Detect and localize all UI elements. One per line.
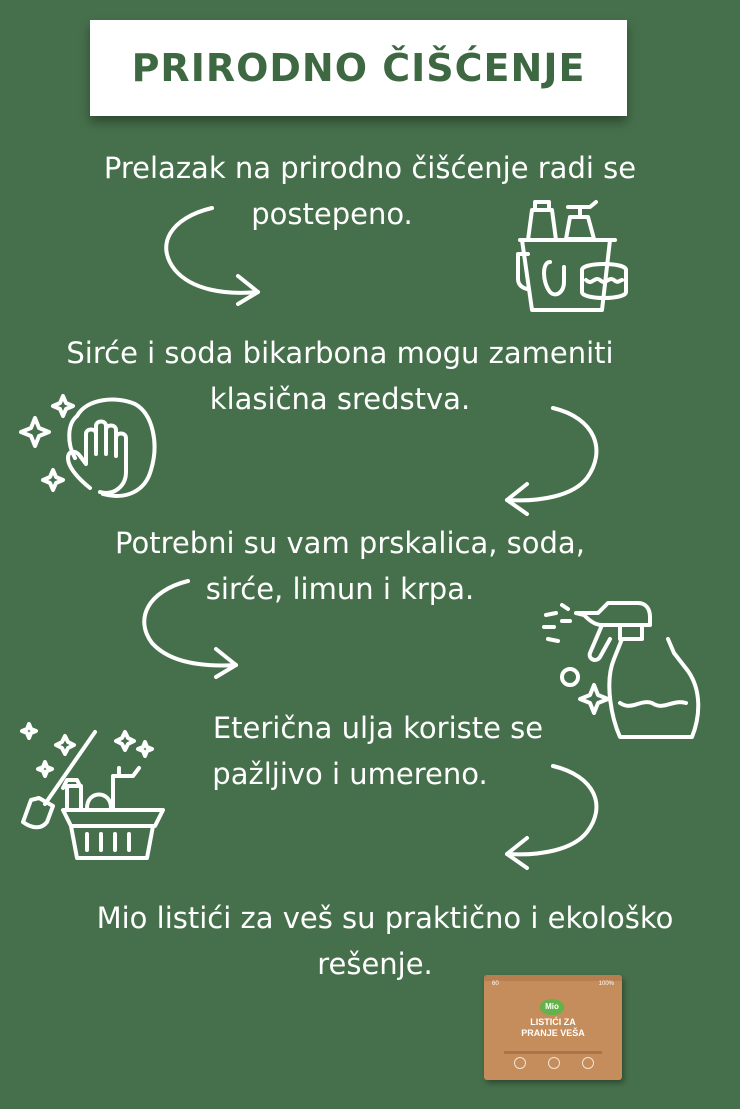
step-1-line-1: Prelazak na prirodno čišćenje radi se [103, 151, 637, 185]
step-2-line-1: Sirće i soda bikarbona mogu zameniti [66, 336, 614, 370]
step-1-line-2: postepeno. [251, 197, 413, 231]
product-box-image [484, 975, 622, 1080]
step-5-line-2: rešenje. [317, 947, 433, 981]
curved-arrow-icon [130, 575, 255, 685]
curved-arrow-icon [150, 200, 275, 310]
curved-arrow-icon [495, 758, 610, 873]
step-4-line-2: pažljivo i umereno. [212, 757, 488, 791]
cleaning-bucket-icon [510, 192, 635, 317]
product-name-line-1: LISTIĆI ZA [530, 1017, 576, 1027]
step-5-text [50, 895, 720, 987]
step-4-line-1: Eterična ulja koriste se [212, 711, 544, 745]
product-count-badge: 60 [492, 981, 499, 987]
product-name-line-2: PRANJE VEŠA [521, 1028, 585, 1038]
step-2-line-2: klasična sredstva. [209, 382, 471, 416]
curved-arrow-icon [495, 400, 610, 520]
product-feature-icons [514, 1057, 594, 1071]
product-percent-badge: 100% [598, 981, 614, 987]
title-banner [90, 20, 627, 116]
wipe-hand-icon [15, 388, 165, 513]
step-5-line-1: Mio listići za veš su praktično i ekološko [96, 901, 674, 935]
product-brand-logo: Mio [540, 999, 564, 1015]
page-title: PRIRODNO ČIŠĆENJE [131, 46, 586, 90]
step-3-line-1: Potrebni su vam prskalica, soda, [115, 526, 585, 560]
step-3-line-2: sirće, limun i krpa. [205, 572, 475, 606]
